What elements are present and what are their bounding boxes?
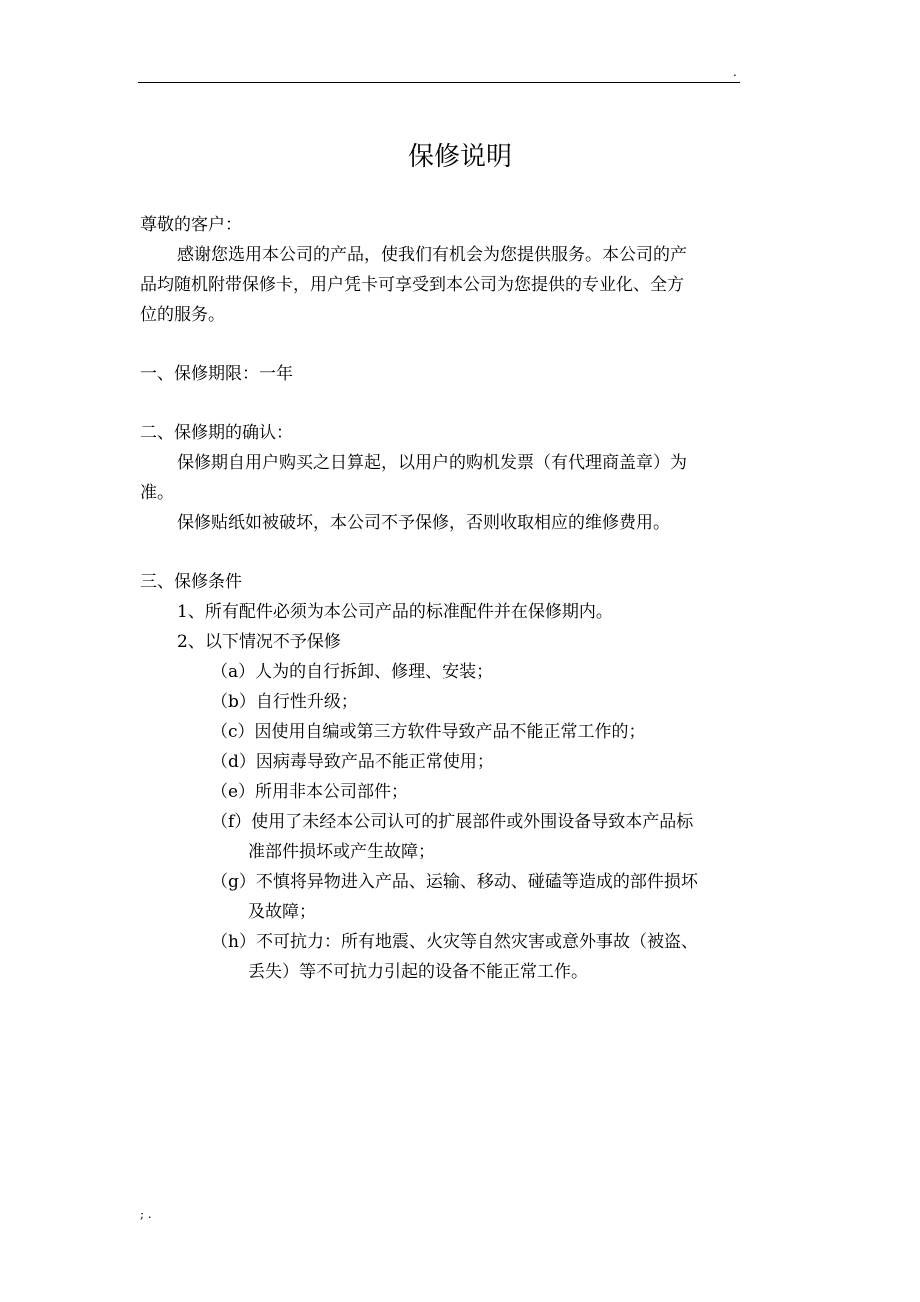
intro-line: 品均随机附带保修卡，用户凭卡可享受到本公司为您提供的专业化、全方 [140,275,684,295]
confirmation-line: 准。 [140,483,174,503]
confirmation-line: 保修期自用户购买之日算起，以用户的购机发票（有代理商盖章）为 [177,453,687,473]
exclusion-item: （c）因使用自编或第三方软件导致产品不能正常工作的； [211,722,646,742]
exclusion-item: （f）使用了未经本公司认可的扩展部件或外围设备导致本产品标 [211,812,694,832]
section-heading-confirmation: 二、保修期的确认： [140,423,293,443]
exclusion-item: （h）不可抗力：所有地震、火灾等自然灾害或意外事故（被盗、 [211,932,698,952]
page-title: 保修说明 [407,142,512,172]
document-body [140,210,740,987]
exclusion-item: （a）人为的自行拆卸、修理、安装； [211,662,494,682]
exclusion-item-continued: 准部件损坏或产生故障； [248,842,435,862]
confirmation-line: 保修贴纸如被破坏，本公司不予保修，否则收取相应的维修费用。 [177,513,670,533]
exclusion-item: （d）因病毒导致产品不能正常使用； [211,752,494,772]
section-heading-period: 一、保修期限：一年 [140,364,293,384]
intro-line: 感谢您选用本公司的产品，使我们有机会为您提供服务。本公司的产 [177,245,687,265]
footer-mark: ; . [140,1207,152,1221]
exclusion-item: （e）所用非本公司部件； [211,782,409,802]
exclusion-item-continued: 及故障； [248,902,316,922]
header-rule [138,82,740,83]
section-heading-conditions: 三、保修条件 [140,572,242,592]
exclusion-item: （b）自行性升级； [211,692,358,712]
intro-line: 位的服务。 [140,305,225,325]
greeting: 尊敬的客户： [140,215,242,235]
header-mark: . [733,65,737,79]
exclusion-item: （g）不慎将异物进入产品、运输、移动、碰磕等造成的部件损坏 [211,872,698,892]
condition-item-2: 2、以下情况不予保修 [177,632,341,652]
exclusion-item-continued: 丢失）等不可抗力引起的设备不能正常工作。 [248,962,588,982]
condition-item-1: 1、所有配件必须为本公司产品的标准配件并在保修期内。 [177,602,613,622]
